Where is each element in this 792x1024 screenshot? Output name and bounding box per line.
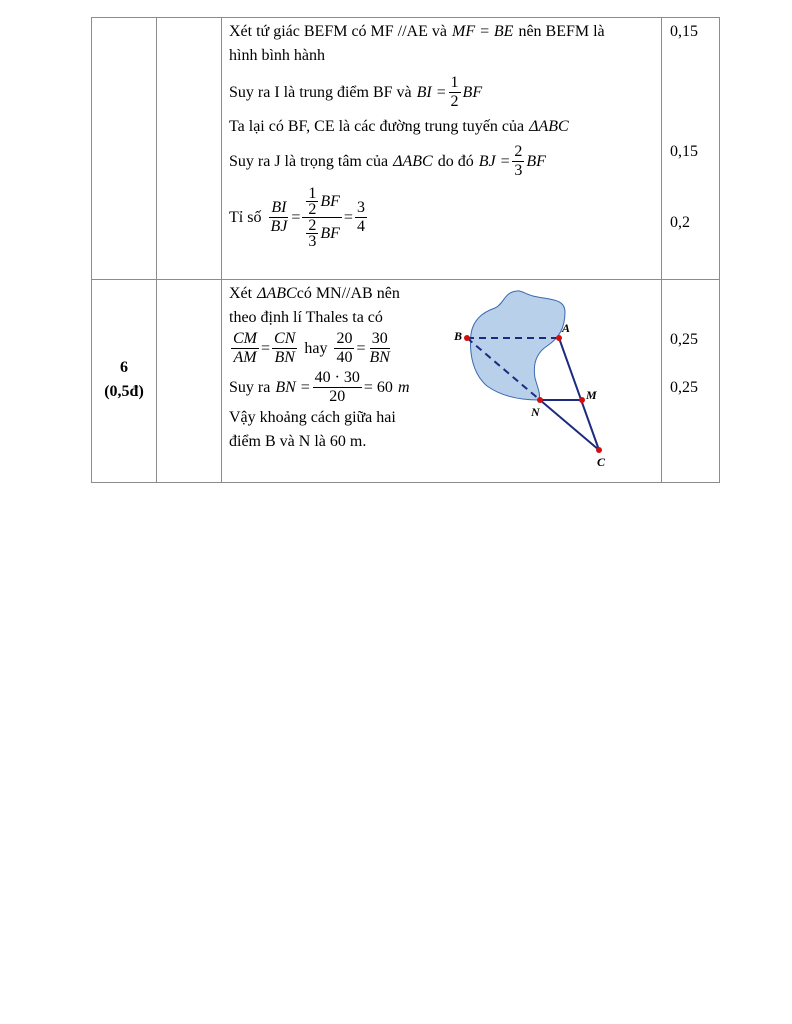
text: hình bình hành: [229, 47, 325, 64]
fraction: $\frac{1}{2}$: [450, 74, 459, 110]
fraction: $\frac{2}{3}$: [514, 143, 523, 179]
text: Tỉ số: [229, 208, 262, 226]
label-m: M: [586, 388, 597, 402]
compound-fraction: $\frac{1}{2}$ BF $\frac{2}{3}$ BF: [302, 186, 342, 249]
geometry-figure: [449, 282, 649, 480]
text: Suy ra I là trung điểm BF và: [229, 83, 412, 101]
math: MF = BE: [451, 23, 514, 40]
score-cell: [662, 18, 720, 280]
fraction: $\frac{CM}{AM}$: [233, 330, 257, 366]
text-line: [229, 44, 655, 68]
text: = 60: [363, 378, 393, 396]
math: BF: [462, 83, 483, 101]
fraction: $\frac{30}{BN}$: [369, 330, 390, 366]
thales-diagram: [449, 282, 649, 472]
text-line: [229, 74, 655, 111]
label-b: B: [454, 329, 463, 343]
math: ΔABC: [257, 285, 297, 302]
text: Suy ra J là trọng tâm của: [229, 152, 389, 170]
text: Suy ra: [229, 378, 271, 396]
question-cell: [92, 280, 157, 483]
text: Xét tứ giác BEFM có MF //AE và: [229, 23, 447, 40]
part-cell: [157, 280, 222, 483]
text-line: [229, 369, 449, 406]
text-line: [229, 406, 449, 430]
lake-region: [471, 291, 565, 400]
text-line: [229, 143, 655, 180]
equals: =: [291, 208, 301, 226]
text: Ta lại có BF, CE là các đường trung tuyến của: [229, 118, 525, 135]
text: điểm B và N là 60 m.: [229, 433, 367, 450]
math: BF: [526, 152, 546, 170]
question-number: 6: [120, 359, 128, 376]
fraction: $\frac{CN}{BN}$: [274, 330, 296, 366]
text-line: [229, 306, 449, 330]
text: do đó: [437, 152, 474, 170]
table-row: [92, 280, 720, 483]
solution-cell: [222, 18, 662, 280]
math: BI =: [416, 83, 447, 101]
label-n: N: [531, 405, 540, 419]
text-line: [229, 186, 655, 249]
solution-table: [91, 17, 720, 483]
text-line: [229, 282, 449, 306]
math: BJ =: [478, 152, 511, 170]
text-line: [229, 430, 449, 454]
point-b: [464, 335, 470, 341]
fraction: $\frac{40 \cdot 30}{20}$: [314, 369, 360, 405]
text: Xét: [229, 285, 253, 302]
text: theo định lí Thales ta có: [229, 309, 383, 326]
unit: m: [397, 378, 410, 396]
text: có MN//AB nên: [296, 285, 400, 302]
question-points: (0,5đ): [104, 383, 144, 400]
point-c: [596, 447, 602, 453]
score: 0,25: [670, 379, 698, 396]
point-m: [579, 397, 585, 403]
score: 0,25: [670, 331, 698, 348]
point-n: [537, 397, 543, 403]
text-line: [229, 115, 655, 139]
fraction: $\frac{3}{4}$: [356, 199, 365, 235]
table-row: [92, 18, 720, 280]
text: Vậy khoảng cách giữa hai: [229, 409, 396, 426]
point-a: [556, 335, 562, 341]
score-cell: [662, 280, 720, 483]
text: hay: [304, 339, 328, 357]
label-c: C: [597, 455, 606, 469]
score: 0,15: [670, 143, 698, 160]
fraction: $\frac{20}{40}$: [336, 330, 353, 366]
part-cell: [157, 18, 222, 280]
score: 0,2: [670, 214, 690, 231]
solution-cell: [222, 280, 662, 483]
equals: =: [343, 208, 353, 226]
fraction: $\frac{BI}{BJ}$: [270, 199, 288, 235]
question-cell: [92, 18, 157, 280]
text-line: [229, 20, 655, 44]
text: nên BEFM là: [518, 23, 605, 40]
text-line: $\frac{CM}{AM}$ = $\frac{CN}{BN}$ hay $\frac{20}{40}$ = $\frac{30}{BN}$: [233, 330, 390, 366]
math: ΔABC: [529, 118, 569, 135]
math: BN =: [275, 378, 311, 396]
score: 0,15: [670, 23, 698, 40]
label-a: A: [562, 321, 571, 335]
math: ΔABC: [393, 152, 433, 170]
